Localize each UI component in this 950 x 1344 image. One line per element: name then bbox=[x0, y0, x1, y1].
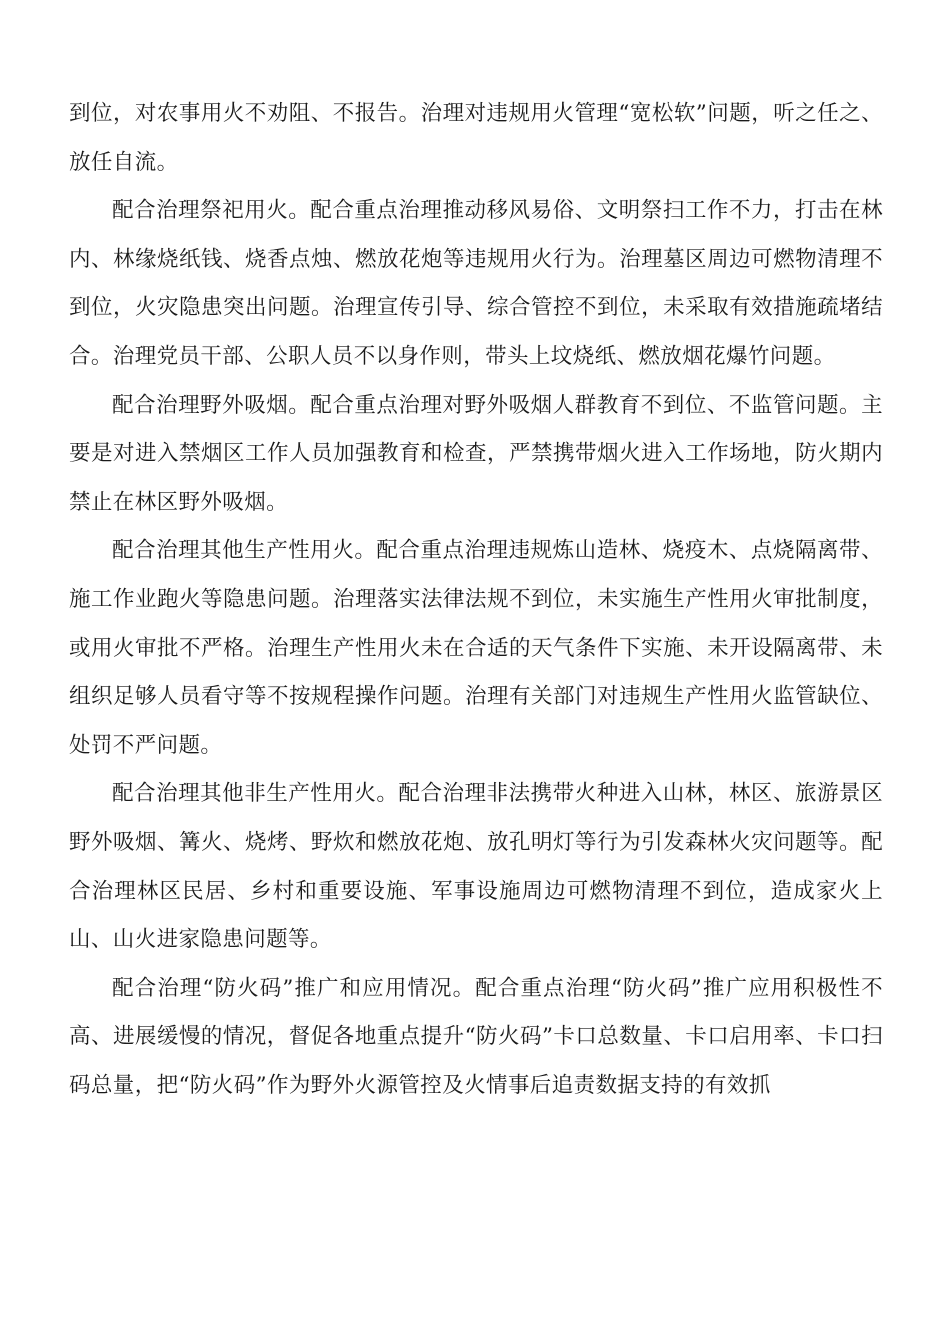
paragraph-5: 配合治理其他非生产性用火。配合治理非法携带火种进入山林，林区、旅游景区野外吸烟、篝火、烧烤、野炊和燃放花炮、放孔明灯等行为引发森林火灾问题等。配合治理林区民居、乡村和重要设施、军事设施周边可燃物清理不到位，造成家火上山、山火进家隐患问题等。 bbox=[69, 781, 883, 953]
paragraph-4: 配合治理其他生产性用火。配合重点治理违规炼山造林、烧疫木、点烧隔离带、施工作业跑火等隐患问题。治理落实法律法规不到位，未实施生产性用火审批制度，或用火审批不严格。治理生产性用火未在合适的天气条件下实施、未开设隔离带、未组织足够人员看守等不按规程操作问题。治理有关部门对违规生产性用火监管缺位、处罚不严问题。 bbox=[69, 538, 883, 758]
paragraph-6: 配合治理“防火码”推广和应用情况。配合重点治理“防火码”推广应用积极性不高、进展缓慢的情况，督促各地重点提升“防火码”卡口总数量、卡口启用率、卡口扫码总量，把“防火码”作为野外火源管控及火情事后追责数据支持的有效抓 bbox=[69, 975, 883, 1098]
paragraph-3: 配合治理野外吸烟。配合重点治理对野外吸烟人群教育不到位、不监管问题。主要是对进入禁烟区工作人员加强教育和检查，严禁携带烟火进入工作场地，防火期内禁止在林区野外吸烟。 bbox=[69, 392, 883, 515]
document-body bbox=[69, 90, 883, 1110]
paragraph-1: 到位，对农事用火不劝阻、不报告。治理对违规用火管理“宽松软”问题，听之任之、放任自流。 bbox=[69, 101, 883, 175]
paragraph-2: 配合治理祭祀用火。配合重点治理推动移风易俗、文明祭扫工作不力，打击在林内、林缘烧纸钱、烧香点烛、燃放花炮等违规用火行为。治理墓区周边可燃物清理不到位，火灾隐患突出问题。治理宣传引导、综合管控不到位，未采取有效措施疏堵结合。治理党员干部、公职人员不以身作则，带头上坟烧纸、燃放烟花爆竹问题。 bbox=[69, 198, 883, 369]
